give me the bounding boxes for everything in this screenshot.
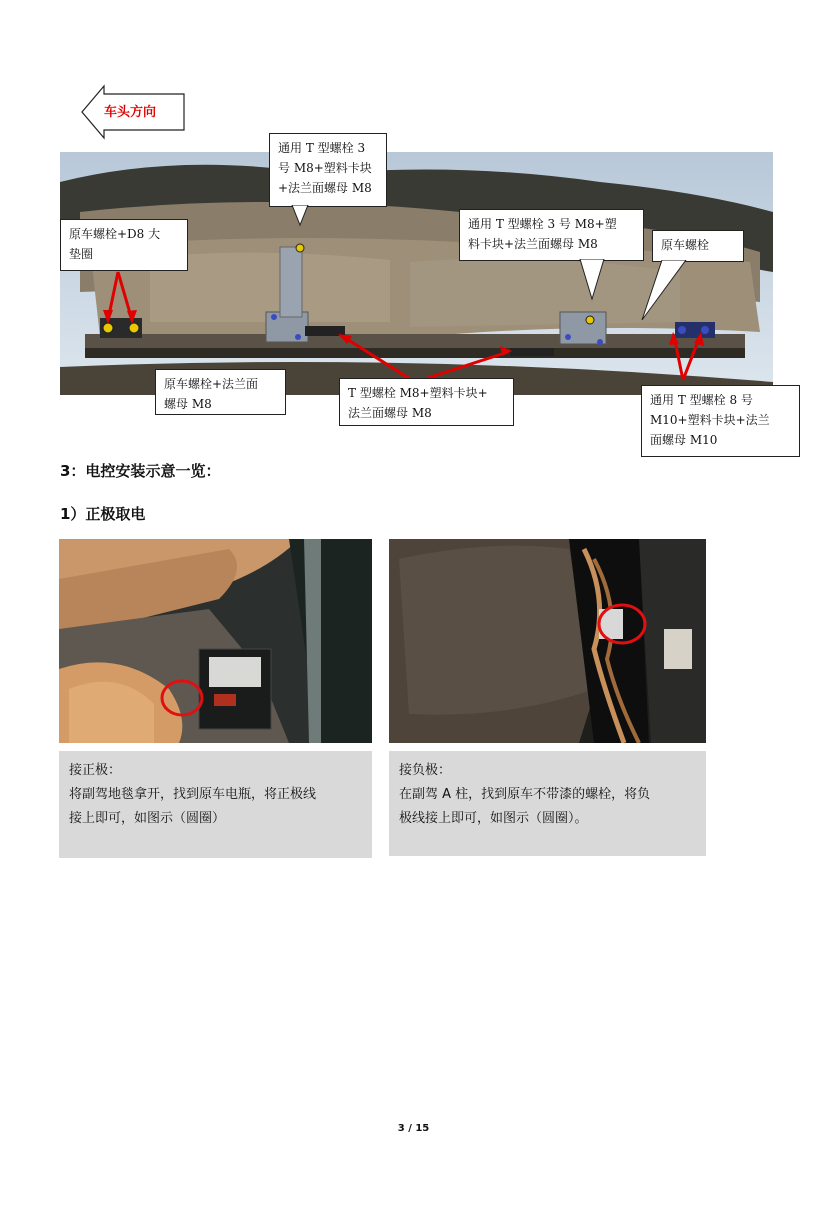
callout-pointer: [290, 205, 310, 227]
callout-t-bolt-3-upper: 通用 T 型螺栓 3 号 M8+塑料卡块 +法兰面螺母 M8: [269, 133, 387, 207]
caption-negative: [389, 751, 706, 856]
caption-negative-line: 极线接上即可，如图示（圆圈）。: [399, 811, 588, 826]
caption-negative-title: 接负极：: [399, 763, 452, 778]
caption-negative-line: 在副驾 A 柱，找到原车不带漆的螺栓，将负: [399, 787, 651, 802]
direction-label: 车头方向: [104, 105, 157, 120]
callout-pointer: [578, 259, 608, 301]
callout-original-bolt-flange-nut: 原车螺栓+法兰面 螺母 M8: [155, 369, 286, 415]
caption-positive-line: 接上即可，如图示（圆圈）: [69, 811, 226, 826]
callout-original-bolt: 原车螺栓: [652, 230, 744, 262]
callout-pointer: [640, 260, 690, 324]
callout-t-bolt-8-m10: 通用 T 型螺栓 8 号 M10+塑料卡块+法兰 面螺母 M10: [641, 385, 800, 457]
page-number: 3 / 15: [397, 1123, 430, 1134]
caption-positive: [59, 751, 372, 858]
callout-t-bolt-m8: T 型螺栓 M8+塑料卡块+ 法兰面螺母 M8: [339, 378, 514, 426]
sub-heading: 1）正极取电: [60, 505, 146, 523]
caption-positive-title: 接正极：: [69, 763, 122, 778]
battery-photo: [59, 539, 372, 743]
section-heading: 3：电控安装示意一览：: [60, 462, 221, 480]
a-pillar-photo: [389, 539, 706, 743]
callout-original-bolt-d8: 原车螺栓+D8 大 垫圈: [60, 219, 188, 271]
callout-t-bolt-3-right: 通用 T 型螺栓 3 号 M8+塑 料卡块+法兰面螺母 M8: [459, 209, 644, 261]
caption-positive-line: 将副驾地毯拿开，找到原车电瓶，将正极线: [69, 787, 317, 802]
